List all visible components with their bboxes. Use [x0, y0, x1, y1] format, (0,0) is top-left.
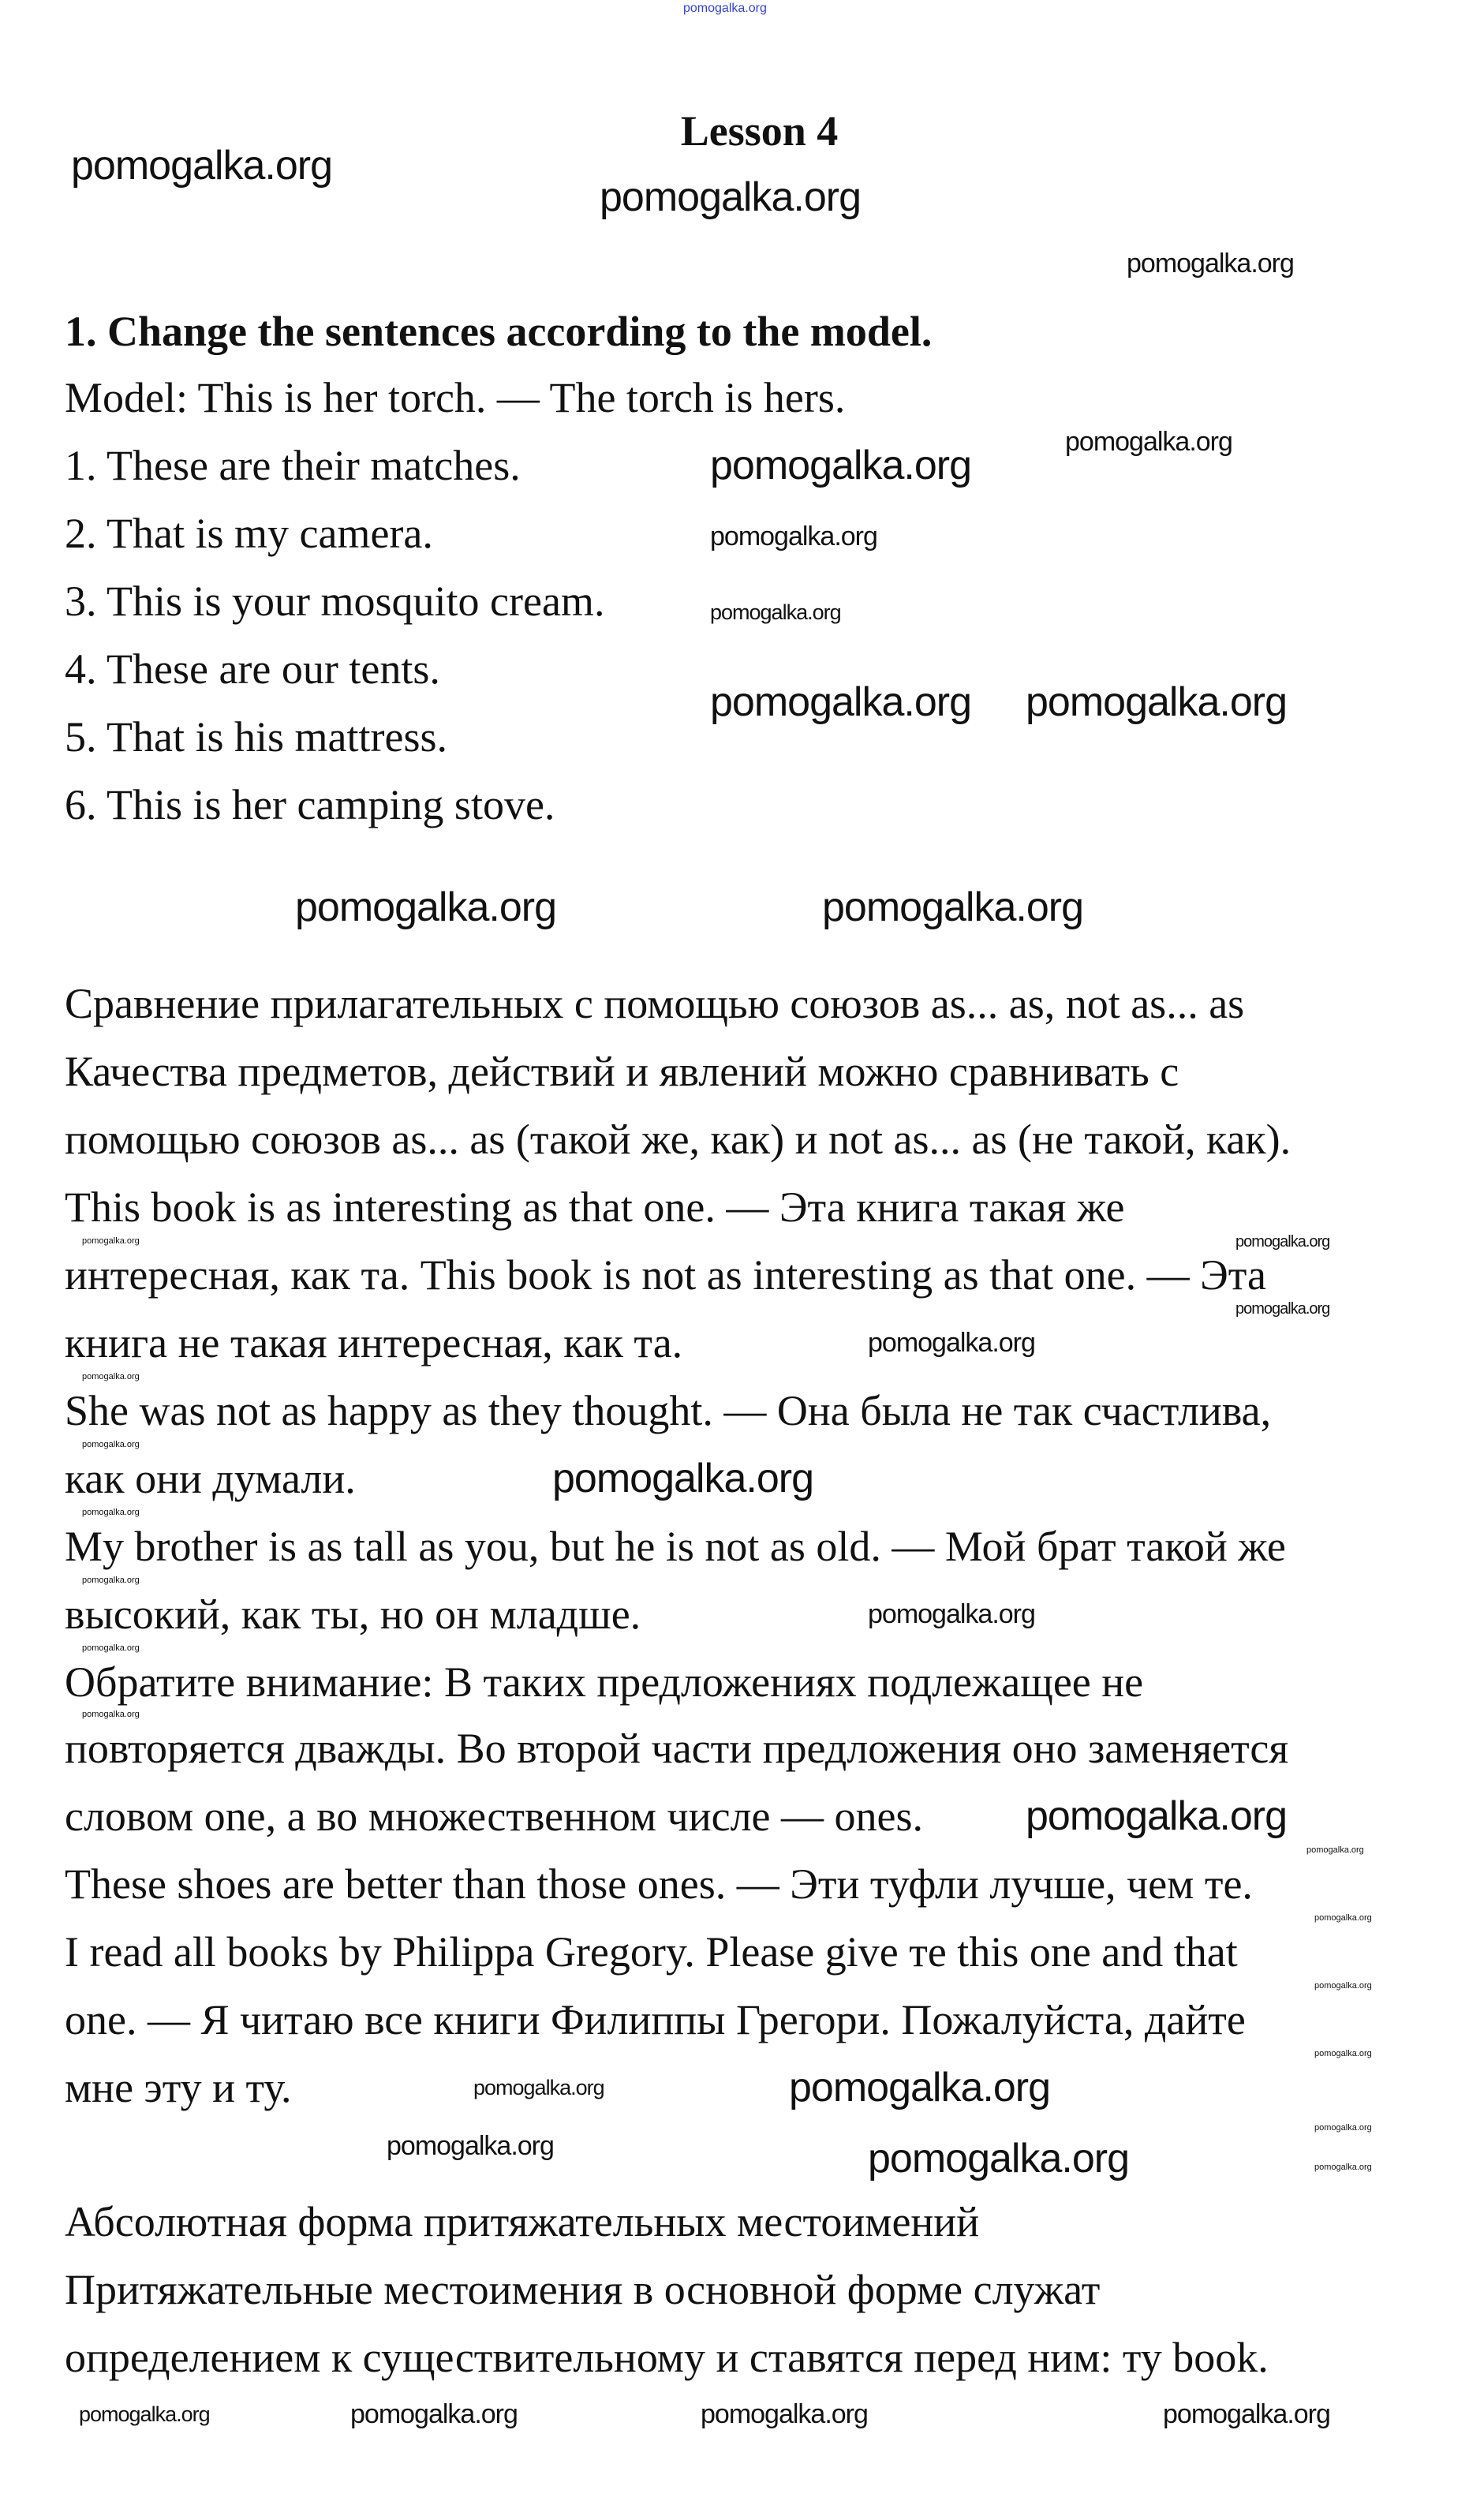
- exercise-item: 2. That is my camera.: [65, 510, 433, 557]
- exercise-model: Model: This is her torch. — The torch is hers.: [65, 374, 846, 421]
- theory-line: высокий, как ты, но он младше.: [65, 1591, 641, 1638]
- watermark: pomogalka.org: [82, 1576, 140, 1585]
- watermark-top: pomogalka.org: [683, 2, 767, 15]
- watermark: pomogalka.org: [82, 1372, 140, 1381]
- theory-line: повторяется дважды. Во второй части предложения оно заменяется: [65, 1725, 1289, 1772]
- watermark: pomogalka.org: [710, 600, 841, 624]
- watermark: pomogalka.org: [82, 1710, 140, 1719]
- watermark: pomogalka.org: [1314, 2123, 1372, 2133]
- theory-line: This book is as interesting as that one. — Эта книга такая же: [65, 1183, 1125, 1231]
- exercise-item: 5. That is his mattress.: [65, 713, 447, 761]
- theory-line: Сравнение прилагательных с помощью союзов as... as, not as... as: [65, 980, 1245, 1027]
- theory-line: книга не такая интересная, как та.: [65, 1319, 683, 1366]
- watermark: pomogalka.org: [1163, 2399, 1330, 2429]
- theory-line: мне эту и ту.: [65, 2064, 292, 2111]
- theory-line: как они думали.: [65, 1455, 356, 1502]
- theory-line: These shoes are better than those ones. — Эти туфли лучше, чем те.: [65, 1860, 1253, 1908]
- possessive-line: Притяжательные местоимения в основной форме служат: [65, 2266, 1101, 2313]
- watermark: pomogalka.org: [822, 884, 1083, 930]
- watermark: pomogalka.org: [82, 1440, 140, 1449]
- watermark: pomogalka.org: [710, 443, 971, 488]
- possessive-line: определением к существительному и ставятся перед ним: ту book.: [65, 2334, 1269, 2381]
- watermark: pomogalka.org: [1026, 1793, 1287, 1839]
- watermark: pomogalka.org: [868, 1599, 1035, 1629]
- theory-line: Качества предметов, действий и явлений можно сравнивать с: [65, 1048, 1179, 1095]
- watermark: pomogalka.org: [387, 2131, 554, 2161]
- watermark: pomogalka.org: [552, 1456, 813, 1501]
- watermark: pomogalka.org: [473, 2076, 604, 2099]
- watermark: pomogalka.org: [1314, 2049, 1372, 2058]
- watermark: pomogalka.org: [82, 1236, 140, 1246]
- theory-line: She was not as happy as they thought. — Она была не так счастлива,: [65, 1387, 1272, 1434]
- theory-line: My brother is as tall as you, but he is not as old. — Мой брат такой же: [65, 1523, 1286, 1570]
- exercise-item: 1. These are their matches.: [65, 442, 521, 489]
- watermark: pomogalka.org: [79, 2402, 210, 2426]
- watermark: pomogalka.org: [82, 1508, 140, 1517]
- exercise-item: 3. This is your mosquito cream.: [65, 578, 605, 625]
- lesson-title: Lesson 4: [680, 107, 839, 155]
- watermark: pomogalka.org: [789, 2065, 1050, 2110]
- watermark: pomogalka.org: [868, 1328, 1035, 1358]
- watermark: pomogalka.org: [1127, 249, 1294, 279]
- watermark: pomogalka.org: [710, 679, 971, 725]
- exercise-item: 4. These are our tents.: [65, 645, 440, 693]
- possessive-heading: Абсолютная форма притяжательных местоимений: [65, 2198, 980, 2245]
- watermark: pomogalka.org: [600, 174, 861, 220]
- watermark: pomogalka.org: [710, 522, 877, 551]
- watermark: pomogalka.org: [1065, 427, 1232, 457]
- watermark: pomogalka.org: [71, 143, 332, 189]
- watermark: pomogalka.org: [868, 2136, 1129, 2181]
- theory-line: словом one, а во множественном числе — ones.: [65, 1793, 923, 1840]
- exercise-heading: 1. Change the sentences according to the model.: [65, 308, 933, 355]
- watermark: pomogalka.org: [1314, 2163, 1372, 2172]
- watermark: pomogalka.org: [1314, 1981, 1372, 1991]
- watermark: pomogalka.org: [1235, 1233, 1330, 1251]
- theory-line: Обратите внимание: В таких предложениях подлежащее не: [65, 1658, 1144, 1706]
- watermark: pomogalka.org: [82, 1643, 140, 1653]
- theory-line: I read all books by Philippa Gregory. Please give те this one and that: [65, 1928, 1238, 1976]
- watermark: pomogalka.org: [701, 2399, 868, 2429]
- theory-line: помощью союзов as... as (такой же, как) и not as... as (не такой, как).: [65, 1116, 1291, 1163]
- exercise-item: 6. This is her camping stove.: [65, 781, 555, 828]
- theory-line: интересная, как та. This book is not as interesting as that one. — Эта: [65, 1251, 1266, 1299]
- watermark: pomogalka.org: [1314, 1913, 1372, 1923]
- watermark: pomogalka.org: [1306, 1845, 1364, 1855]
- watermark: pomogalka.org: [1026, 679, 1287, 725]
- theory-line: one. — Я читаю все книги Филиппы Грегори. Пожалуйста, дайте: [65, 1996, 1246, 2043]
- watermark: pomogalka.org: [350, 2399, 518, 2429]
- watermark: pomogalka.org: [1235, 1300, 1330, 1318]
- watermark: pomogalka.org: [295, 884, 556, 930]
